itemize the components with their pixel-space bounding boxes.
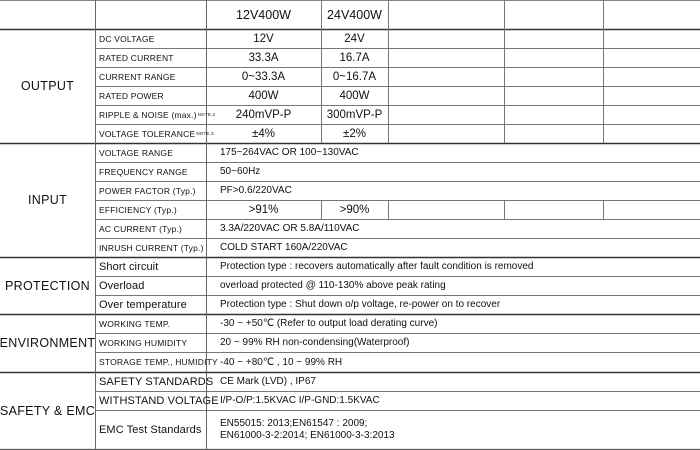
row-label: DC VOLTAGE	[99, 33, 155, 44]
row-label: VOLTAGE TOLERANCE NOTE.3	[99, 128, 214, 139]
row-value: -40 ~ +80℃ , 10 ~ 99% RH	[220, 356, 343, 368]
row-label: EFFICIENCY (Typ.)	[99, 204, 177, 215]
row-value: CE Mark (LVD) , IP67	[220, 376, 316, 387]
section-title: PROTECTION	[5, 278, 90, 293]
row-value: Protection type : Shut down o/p voltage, re-power on to recover	[220, 299, 501, 310]
section-title: SAFETY & EMC	[0, 404, 96, 418]
section-title: OUTPUT	[20, 79, 75, 93]
row-label: RIPPLE & NOISE (max.) NOTE.2	[99, 109, 216, 120]
row-label: Overload	[99, 279, 145, 292]
row-value: 33.3A	[248, 51, 279, 64]
row-value: ±2%	[343, 127, 366, 140]
row-label: SAFETY STANDARDS	[99, 375, 214, 388]
row-value: 3.3A/220VAC OR 5.8A/110VAC	[220, 223, 360, 234]
row-value: 300mVP-P	[326, 108, 383, 121]
row-label: RATED POWER	[99, 90, 164, 101]
row-value: -30 ~ +50℃ (Refer to output load derating curve)	[220, 318, 438, 329]
row-value: 0~16.7A	[332, 70, 377, 83]
row-value: >91%	[248, 203, 279, 216]
row-label: RATED CURRENT	[99, 52, 174, 63]
row-label: AC CURRENT (Typ.)	[99, 223, 183, 234]
row-value: COLD START 160A/220VAC	[220, 242, 348, 253]
row-label: FREQUENCY RANGE	[99, 166, 188, 177]
row-label: STORAGE TEMP., HUMIDITY	[99, 357, 218, 367]
header-model-1: 12V400W	[236, 7, 291, 22]
row-value: Protection type : recovers automatically after fault condition is removed	[220, 261, 534, 272]
row-value: 400W	[248, 89, 279, 102]
row-value: 0~33.3A	[241, 70, 286, 83]
row-value: overload protected @ 110-130% above peak rating	[220, 280, 446, 291]
row-label: POWER FACTOR (Typ.)	[99, 185, 196, 196]
section-title: INPUT	[28, 193, 67, 207]
row-value: 400W	[339, 89, 370, 102]
row-value: 175~264VAC OR 100~130VAC	[220, 147, 359, 158]
row-value: 240mVP-P	[235, 108, 292, 121]
row-label: WORKING TEMP.	[99, 318, 171, 329]
note-marker: NOTE.2	[197, 111, 216, 117]
row-label: EMC Test Standards	[99, 424, 202, 436]
row-value: >90%	[339, 203, 370, 216]
section-title: ENVIRONMENT	[0, 336, 96, 350]
row-label: WORKING HUMIDITY	[99, 337, 188, 348]
row-label: CURRENT RANGE	[99, 71, 176, 82]
header-model-2: 24V400W	[327, 7, 382, 22]
row-value: 16.7A	[339, 51, 370, 64]
row-value: ±4%	[252, 127, 275, 140]
row-value: 24V	[344, 32, 365, 45]
row-value: EN55015: 2013;EN61547 : 2009; EN61000-3-2:2014; EN61000-3-3:2013	[220, 418, 395, 441]
row-label: VOLTAGE RANGE	[99, 147, 174, 158]
note-marker: NOTE.3	[196, 130, 214, 136]
row-label: Short circuit	[99, 260, 159, 273]
row-value: 12V	[253, 32, 274, 45]
row-label: WITHSTAND VOLTAGE	[99, 394, 219, 407]
row-label: INRUSH CURRENT (Typ.)	[99, 242, 204, 253]
row-value: PF>0.6/220VAC	[220, 185, 292, 196]
row-value: 50~60Hz	[220, 166, 261, 177]
row-value: 20 ~ 99% RH non-condensing(Waterproof)	[220, 337, 410, 348]
row-label: Over temperature	[99, 298, 187, 311]
row-value: I/P-O/P:1.5KVAC I/P-GND:1.5KVAC	[220, 395, 380, 406]
